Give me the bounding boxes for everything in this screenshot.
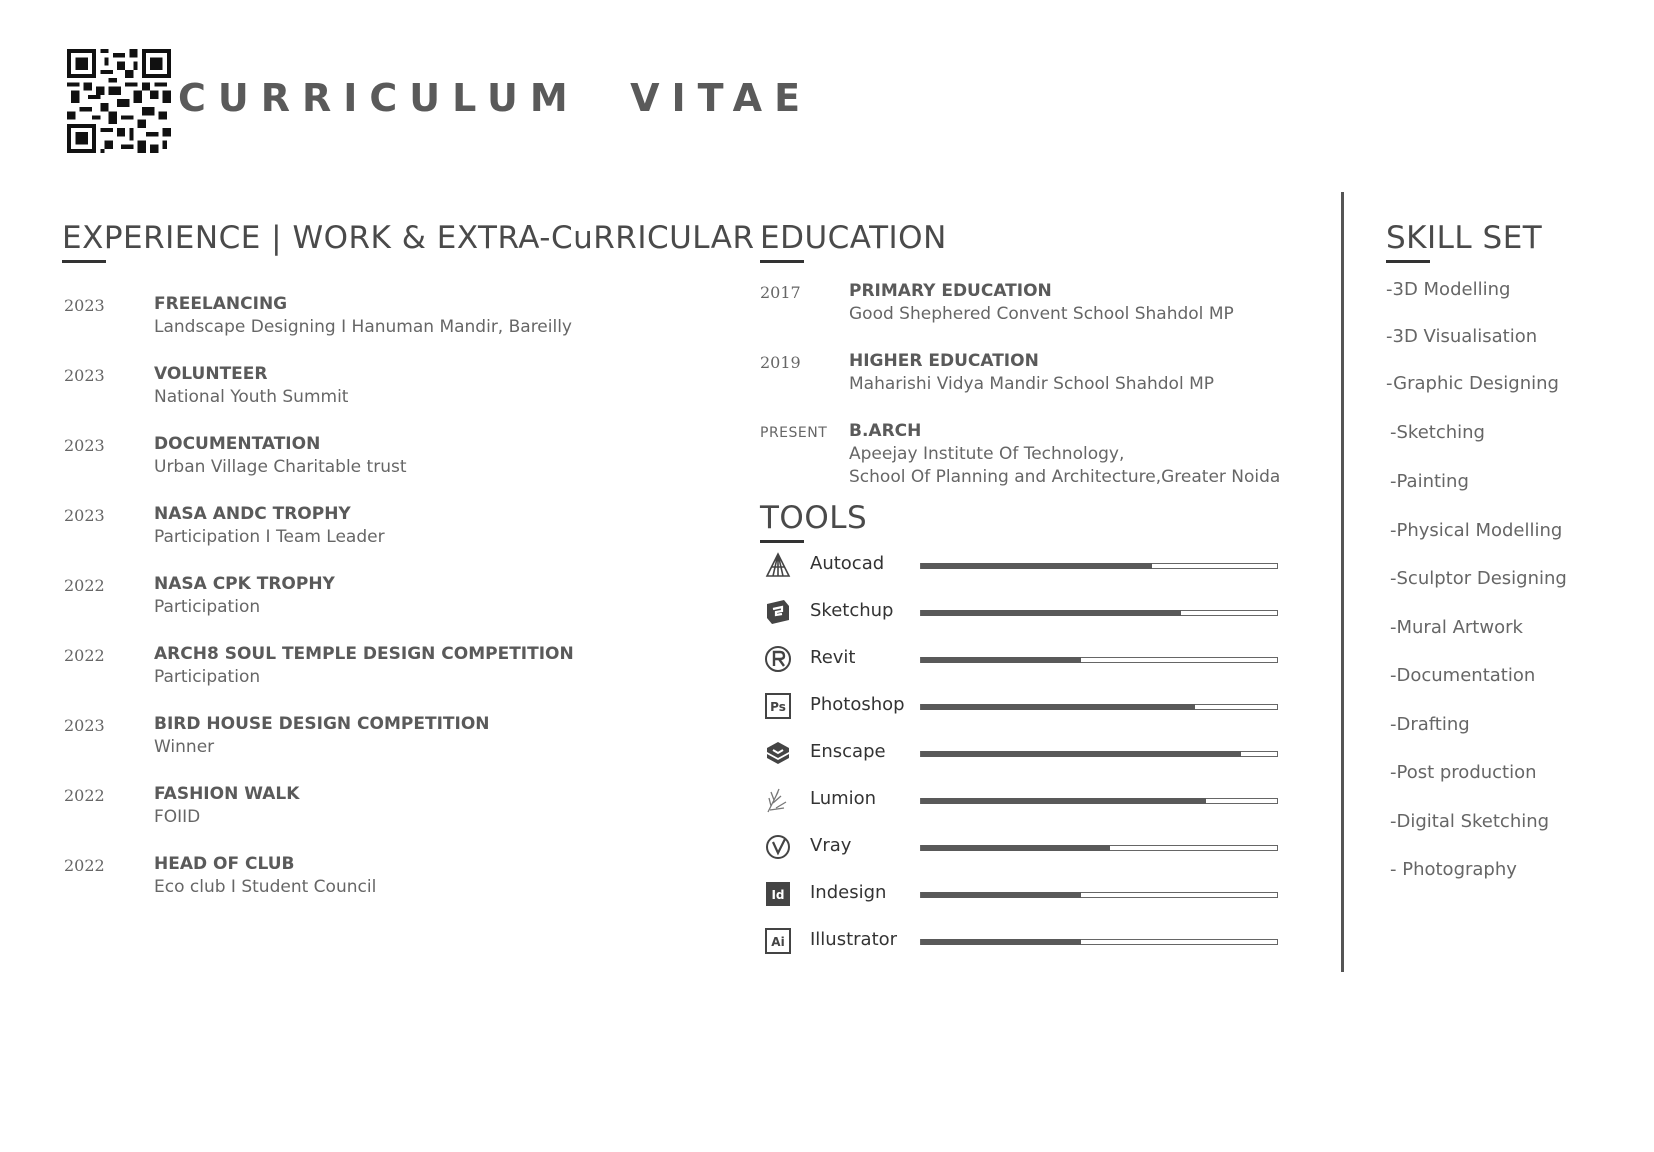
list-item	[64, 784, 704, 840]
skill-bar	[920, 845, 1278, 851]
svg-text:Id: Id	[771, 888, 785, 902]
tool-name: Vray	[810, 835, 852, 856]
list-item: -Physical Modelling	[1390, 520, 1563, 541]
list-item	[64, 574, 704, 630]
skill-bar-fill	[921, 657, 1081, 663]
skills-heading-text: SKILL SET	[1386, 220, 1543, 256]
item-description: Maharishi Vidya Mandir School Shahdol MP	[849, 374, 1215, 394]
item-year: 2023	[64, 506, 105, 525]
list-item	[64, 364, 704, 420]
education-heading	[760, 220, 947, 256]
list-item: -Digital Sketching	[1390, 811, 1550, 832]
list-item	[64, 294, 704, 350]
education-list	[760, 281, 1320, 491]
item-title: FASHION WALK	[154, 784, 300, 804]
indesign-icon	[764, 880, 792, 908]
revit-icon	[764, 645, 792, 673]
list-item: -Post production	[1390, 762, 1537, 783]
tool-row	[760, 786, 1280, 826]
item-description: Participation I Team Leader	[154, 527, 385, 547]
item-year: 2022	[64, 646, 105, 665]
item-year: 2022	[64, 856, 105, 875]
skill-bar	[920, 610, 1278, 616]
item-description: Landscape Designing I Hanuman Mandir, Bareilly	[154, 317, 572, 337]
item-title: FREELANCING	[154, 294, 288, 314]
list-item: -3D Visualisation	[1386, 326, 1538, 347]
page-title: CURRICULUM VITAE	[178, 76, 813, 120]
tools-heading-text: TOOLS	[760, 500, 868, 536]
skill-bar-fill	[921, 751, 1241, 757]
tool-row	[760, 833, 1280, 873]
item-year: PRESENT	[760, 425, 828, 441]
item-year: 2023	[64, 716, 105, 735]
education-heading-text: EDUCATION	[760, 220, 947, 256]
item-title: NASA ANDC TROPHY	[154, 504, 351, 524]
skill-bar-fill	[921, 563, 1152, 569]
list-item	[64, 504, 704, 560]
list-item: -Mural Artwork	[1390, 617, 1523, 638]
skill-bar	[920, 704, 1278, 710]
skills-heading	[1386, 220, 1542, 256]
experience-list	[64, 294, 704, 914]
list-item	[64, 644, 704, 700]
skill-bar-fill	[921, 798, 1206, 804]
item-year: 2022	[64, 786, 105, 805]
qr-code	[67, 49, 171, 153]
item-title: DOCUMENTATION	[154, 434, 321, 454]
tool-name: Photoshop	[810, 694, 905, 715]
list-item: -3D Modelling	[1386, 279, 1511, 300]
tool-row	[760, 927, 1280, 967]
tool-name: Sketchup	[810, 600, 894, 621]
skill-bar	[920, 892, 1278, 898]
tool-name: Illustrator	[810, 929, 898, 950]
skill-bar	[920, 939, 1278, 945]
tools-heading	[760, 500, 867, 536]
list-item: -Sketching	[1390, 422, 1485, 443]
heading-underline	[760, 260, 804, 263]
tool-name: Lumion	[810, 788, 877, 809]
sketchup-icon	[764, 598, 792, 626]
list-item	[64, 714, 704, 770]
enscape-icon	[764, 739, 792, 767]
skill-bar	[920, 751, 1278, 757]
tool-row	[760, 880, 1280, 920]
heading-underline	[62, 260, 106, 263]
skills-list	[1386, 279, 1626, 899]
item-title: PRIMARY EDUCATION	[849, 281, 1052, 301]
list-item: -Graphic Designing	[1386, 373, 1559, 394]
item-description: Good Shephered Convent School Shahdol MP	[849, 304, 1234, 324]
experience-heading-text: EXPERIENCE | WORK & EXTRA-CuRRICULAR	[62, 220, 755, 256]
illustrator-icon	[764, 927, 792, 955]
item-description: Apeejay Institute Of Technology,	[849, 444, 1125, 464]
item-description: School Of Planning and Architecture,Greater Noida	[849, 467, 1281, 487]
list-item: -Sculptor Designing	[1390, 568, 1567, 589]
experience-heading	[62, 220, 755, 256]
autocad-icon	[764, 551, 792, 579]
lumion-icon	[764, 786, 792, 814]
item-title: HIGHER EDUCATION	[849, 351, 1039, 371]
skill-bar	[920, 563, 1278, 569]
item-title: NASA CPK TROPHY	[154, 574, 335, 594]
item-description: Eco club I Student Council	[154, 877, 377, 897]
list-item: - Photography	[1390, 859, 1517, 880]
vray-icon	[764, 833, 792, 861]
item-description: National Youth Summit	[154, 387, 349, 407]
item-description: Participation	[154, 597, 261, 617]
item-title: ARCH8 SOUL TEMPLE DESIGN COMPETITION	[154, 644, 574, 664]
item-year: 2017	[760, 283, 801, 302]
vertical-divider	[1341, 192, 1344, 972]
svg-text:Ps: Ps	[770, 700, 786, 714]
item-description: Winner	[154, 737, 215, 757]
skill-bar-fill	[921, 892, 1081, 898]
skill-bar-fill	[921, 845, 1110, 851]
skill-bar	[920, 798, 1278, 804]
svg-text:Ai: Ai	[771, 935, 785, 949]
heading-underline	[760, 540, 804, 543]
list-item	[64, 434, 704, 490]
tool-name: Autocad	[810, 553, 885, 574]
list-item	[64, 854, 704, 910]
tool-name: Enscape	[810, 741, 886, 762]
tools-list	[760, 551, 1300, 951]
item-year: 2023	[64, 296, 105, 315]
tool-name: Revit	[810, 647, 856, 668]
photoshop-icon	[764, 692, 792, 720]
item-year: 2019	[760, 353, 801, 372]
tool-name: Indesign	[810, 882, 887, 903]
tool-row	[760, 692, 1280, 732]
skill-bar-fill	[921, 939, 1081, 945]
item-year: 2023	[64, 366, 105, 385]
skill-bar-fill	[921, 704, 1195, 710]
tool-row	[760, 645, 1280, 685]
item-title: B.ARCH	[849, 421, 922, 441]
item-description: Participation	[154, 667, 261, 687]
heading-underline	[1386, 260, 1430, 263]
list-item: -Documentation	[1390, 665, 1536, 686]
skill-bar	[920, 657, 1278, 663]
item-description: Urban Village Charitable trust	[154, 457, 407, 477]
item-year: 2023	[64, 436, 105, 455]
tool-row	[760, 598, 1280, 638]
item-title: VOLUNTEER	[154, 364, 268, 384]
item-title: HEAD OF CLUB	[154, 854, 295, 874]
skill-bar-fill	[921, 610, 1181, 616]
tool-row	[760, 739, 1280, 779]
item-description: FOIID	[154, 807, 201, 827]
tool-row	[760, 551, 1280, 591]
item-year: 2022	[64, 576, 105, 595]
item-title: BIRD HOUSE DESIGN COMPETITION	[154, 714, 490, 734]
list-item: -Drafting	[1390, 714, 1470, 735]
list-item: -Painting	[1390, 471, 1469, 492]
